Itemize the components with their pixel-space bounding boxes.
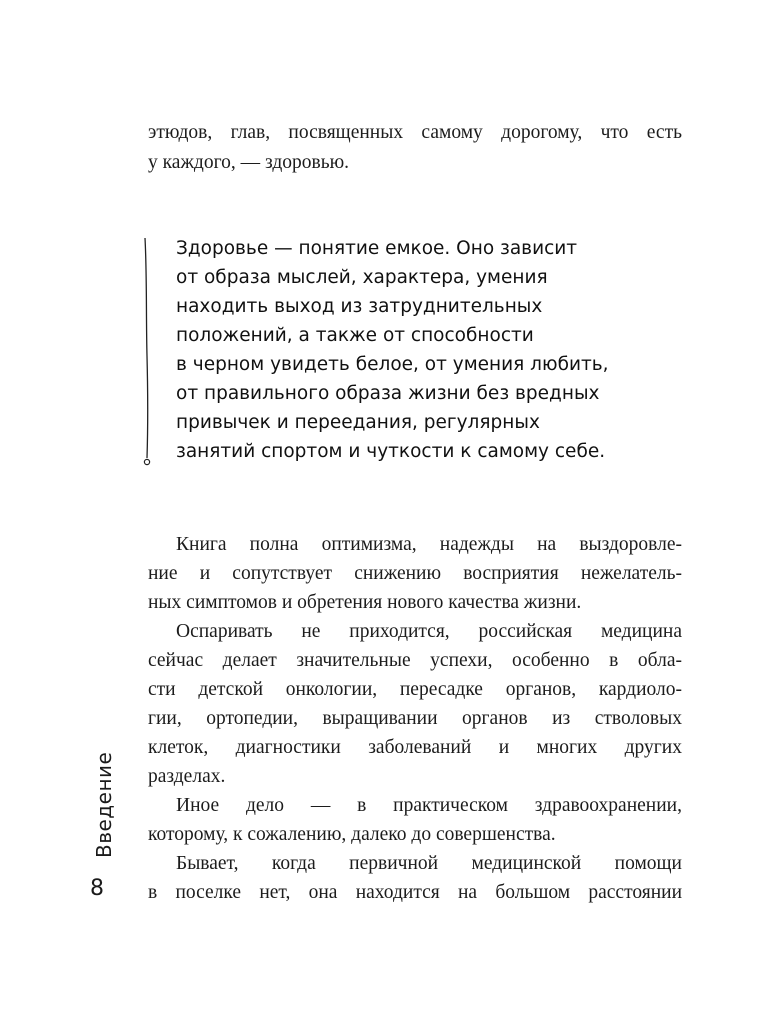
paragraph — [148, 791, 682, 849]
quote-block — [176, 234, 676, 466]
quote-line: привычек и переедания, регулярных — [176, 412, 540, 433]
body-line: сти детской онкологии, пересадке органов, кардиоло- — [148, 679, 682, 700]
quote-line: находить выход из затруднительных — [176, 296, 543, 317]
page-number: 8 — [90, 876, 104, 901]
body-line: которому, к сожалению, далеко до совершенства. — [148, 824, 556, 845]
intro-text — [148, 118, 682, 178]
quote-line: занятий спортом и чуткости к самому себе. — [176, 441, 606, 462]
quote-line: положений, а также от способности — [176, 325, 534, 346]
body-line: гии, ортопедии, выращивании органов из стволовых — [148, 708, 682, 729]
body-line: ние и сопутствует снижению восприятия нежелатель- — [148, 563, 682, 584]
body-line: ных симптомов и обретения нового качества жизни. — [148, 592, 582, 613]
paragraph — [148, 530, 682, 617]
quote-margin-line — [140, 236, 156, 468]
section-label-text: Введение — [92, 751, 116, 858]
section-label — [88, 740, 124, 860]
quote-line: от образа мыслей, характера, умения — [176, 267, 548, 288]
paragraph — [148, 617, 682, 791]
body-line: клеток, диагностики заболеваний и многих других — [148, 737, 682, 758]
quote-line: от правильного образа жизни без вредных — [176, 383, 600, 404]
intro-line: этюдов, глав, посвященных самому дорогому, что есть — [148, 122, 682, 143]
intro-line: у каждого, — здоровью. — [148, 152, 350, 173]
body-line: Оспаривать не приходится, российская медицина — [176, 621, 682, 642]
body-line: Бывает, когда первичной медицинской помощи — [176, 853, 682, 874]
body-line: в поселке нет, она находится на большом расстоянии — [148, 882, 682, 903]
paragraph — [148, 849, 682, 907]
body-line: Книга полна оптимизма, надежды на выздоровле- — [176, 534, 682, 555]
body-line: разделах. — [148, 766, 226, 787]
quote-line: в черном увидеть белое, от умения любить, — [176, 354, 609, 375]
body-line: Иное дело — в практическом здравоохранении, — [176, 795, 682, 816]
body-line: сейчас делает значительные успехи, особенно в обла- — [148, 650, 682, 671]
body-text — [148, 530, 682, 907]
quote-line: Здоровье — понятие емкое. Оно зависит — [176, 238, 578, 259]
